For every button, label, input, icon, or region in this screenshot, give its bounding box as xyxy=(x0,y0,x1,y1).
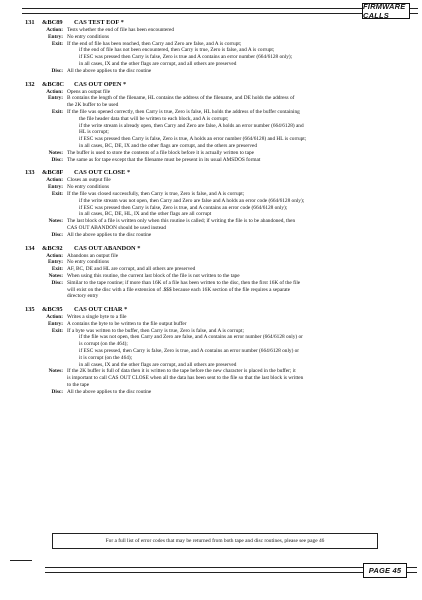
entry-disc-label: Disc: xyxy=(51,67,63,74)
entry-disc-text: All the above applies to the disc routine xyxy=(67,231,152,238)
entry-disc-label: Disc: xyxy=(51,156,63,163)
entry-number: 133 xyxy=(25,169,35,177)
entry-exit-text xyxy=(67,109,405,150)
firmware-entry xyxy=(25,305,405,396)
entry-routine-name: CAS TEST EOF * xyxy=(74,19,124,26)
entry-action-label: Action: xyxy=(46,27,63,33)
entry-address: &BC95 xyxy=(42,306,63,314)
entry-disc-line: directory entry xyxy=(67,293,99,300)
entry-entry-label: Entry: xyxy=(47,95,63,102)
entry-action-row xyxy=(25,177,405,184)
header-rule-bottom xyxy=(22,13,362,14)
entry-action-text: Writes a single byte to a file xyxy=(67,314,127,321)
firmware-entry xyxy=(25,18,405,75)
entry-number: 131 xyxy=(25,19,35,26)
entry-entry-row xyxy=(25,184,405,191)
entry-exit-line: if ESC was pressed, then Carry is false, Zero is true, and A contains an error number (664/6128 only) or xyxy=(79,348,300,355)
section-title-badge xyxy=(362,3,410,19)
entry-exit-text xyxy=(67,41,405,68)
entry-notes-row xyxy=(25,218,405,232)
entry-routine-name: CAS OUT OPEN * xyxy=(74,80,127,88)
entry-heading xyxy=(25,168,405,177)
entry-entry-label: Entry: xyxy=(47,259,63,266)
entry-exit-row xyxy=(25,41,405,68)
entry-exit-row xyxy=(25,109,405,150)
entry-disc-label: Disc: xyxy=(51,231,63,238)
entry-exit-line: in all cases, IX and the other flags are corrupt, and all others are preserved xyxy=(79,60,237,67)
firmware-entry xyxy=(25,168,405,238)
entry-entry-row xyxy=(25,259,405,266)
entry-entry-label: Entry: xyxy=(47,320,63,327)
entry-exit-row xyxy=(25,328,405,369)
entry-exit-line: if the write stream was not open, then Carry and Zero are false and A holds an error code (664/6128 only); xyxy=(79,197,305,204)
entry-notes-row xyxy=(25,368,405,388)
entry-address: &BC89 xyxy=(42,19,63,26)
entry-notes-row xyxy=(25,150,405,157)
entry-exit-line: if the end of file has not been encountered, then Carry is true, Zero is false, and A is corrupt; xyxy=(79,47,275,54)
entry-notes-line: to the tape xyxy=(67,382,90,389)
entry-action-row xyxy=(25,314,405,321)
entry-exit-line: if the file was not open, then Carry and Zero are false, and A contains an error number (664/6128 only) or xyxy=(79,334,303,341)
entry-address: &BC8F xyxy=(42,169,64,177)
footnote-box xyxy=(52,533,378,549)
entry-notes-label: Notes: xyxy=(48,149,63,156)
entry-notes-line: If the 2K buffer is full of data then it is written to the tape before the new character is placed in the buffer; it xyxy=(67,368,296,375)
entry-action-text: Closes an output file xyxy=(67,177,111,184)
entry-disc-row xyxy=(25,68,405,75)
entry-entry-row xyxy=(25,34,405,41)
firmware-entry xyxy=(25,80,405,164)
entry-disc-text: The same as for tape except that the filename must be present in its usual AMSDOS format xyxy=(67,156,261,163)
entry-disc-row xyxy=(25,157,405,164)
entry-entry-label: Entry: xyxy=(47,33,63,40)
footer-rule-left xyxy=(10,560,32,561)
header-rule-top xyxy=(22,8,362,9)
entry-notes-line: is important to call CAS OUT CLOSE when all the data has been sent to the file so that the last block is written xyxy=(67,375,304,382)
entry-number: 135 xyxy=(25,306,35,314)
entry-action-label: Action: xyxy=(46,88,63,95)
entry-entry-text: No entry conditions xyxy=(67,259,110,266)
entry-number: 134 xyxy=(25,244,35,252)
entry-notes-label: Notes: xyxy=(48,368,63,375)
entry-action-label: Action: xyxy=(46,252,63,259)
entry-exit-label: Exit: xyxy=(51,40,63,47)
entry-exit-line: If the file was closed successfully, then Carry is true, Zero is false, and A is corrupt; xyxy=(67,190,245,197)
entry-exit-label: Exit: xyxy=(51,190,63,197)
entry-exit-line: If the end of file has been reached, then Carry and Zero are false, and A is corrupt; xyxy=(67,40,242,47)
entry-disc-row xyxy=(25,389,405,396)
entry-exit-line: in all cases, BC, DE, IX and the other flags are corrupt, and the others are preserved xyxy=(79,142,257,149)
entry-entry-row xyxy=(25,321,405,328)
entry-notes-text xyxy=(67,218,405,232)
page-number: PAGE 45 xyxy=(368,566,402,575)
entry-routine-name: CAS OUT CHAR * xyxy=(74,306,128,314)
entry-exit-line: If the file was opened correctly, then Carry is true, Zero is false, HL holds the address of the buffer containing xyxy=(67,108,300,115)
entry-exit-line: if ESC was pressed then Carry is false, Zero is true and A contains an error number (664/6128 only); xyxy=(79,54,293,61)
entry-action-label: Action: xyxy=(46,177,63,184)
footer-rule-top xyxy=(45,567,363,568)
entry-exit-row xyxy=(25,266,405,273)
entry-entry-text xyxy=(67,95,405,109)
entry-exit-text: AF, BC, DE and HL are corrupt, and all others are preserved xyxy=(67,266,196,273)
entry-exit-line: the file header data that will be written to each block, and A is corrupt; xyxy=(79,115,229,122)
entry-entry-label: Entry: xyxy=(47,184,63,191)
entry-heading xyxy=(25,18,405,27)
entry-disc-label: Disc: xyxy=(51,388,63,395)
entry-entry-row xyxy=(25,95,405,109)
entry-exit-label: Exit: xyxy=(51,266,63,273)
entry-exit-line: in all cases, IX and the other flags are corrupt, and all others are preserved xyxy=(79,361,237,368)
entry-notes-label: Notes: xyxy=(48,218,63,225)
entry-entry-line: the 2K buffer to be used xyxy=(67,102,119,109)
entry-notes-row xyxy=(25,273,405,280)
entry-exit-line: if ESC was pressed then Carry is false, Zero is true, and A contains an error code (664/6128 only); xyxy=(79,204,288,211)
entry-exit-line: HL is corrupt; xyxy=(79,129,109,136)
page-number-badge xyxy=(363,563,407,578)
entry-notes-text: The buffer is used to store the contents of a file block before it is actually written to tape xyxy=(67,149,254,156)
entry-action-label: Action: xyxy=(46,314,63,321)
entry-action-row xyxy=(25,253,405,260)
entry-address: &BC8C xyxy=(42,80,65,88)
firmware-entries xyxy=(25,18,405,401)
entry-exit-line: in all cases, BC, DE, HL, IX and the other flags are all corrupt xyxy=(79,211,212,218)
entry-notes-text: When using this routine, the current last block of the file is not written to the tape xyxy=(67,272,240,279)
entry-address: &BC92 xyxy=(42,244,63,252)
entry-action-row xyxy=(25,27,405,34)
entry-action-text: Abandons an output file xyxy=(67,252,119,259)
entry-disc-text: All the above applies to the disc routine xyxy=(67,388,152,395)
entry-heading xyxy=(25,80,405,89)
entry-exit-row xyxy=(25,191,405,218)
entry-notes-label: Notes: xyxy=(48,272,63,279)
entry-notes-line: The last block of a file is written only when this routine is called; if writing the file is to be abandoned, then xyxy=(67,218,296,225)
entry-disc-line: Similar to the tape routine; if more than 16K of a file has been written to the disc, then the first 16K of the file xyxy=(67,279,301,286)
entry-disc-row xyxy=(25,232,405,239)
entry-entry-text: A contains the byte to be written to the file output buffer xyxy=(67,320,187,327)
entry-entry-line: B contains the length of the filename, HL contains the address of the filename, and DE holds the address of xyxy=(67,95,295,102)
entry-notes-line: CAS OUT ABANDON should be used instead xyxy=(67,224,167,231)
entry-number: 132 xyxy=(25,80,35,88)
entry-exit-line: if the write stream is already open, then Carry and Zero are false, A holds an error number (664/6128) and xyxy=(79,122,304,129)
entry-disc-text: All the above applies to the disc routine xyxy=(67,67,152,74)
footnote-text: For a full list of error codes that may be returned from both tape and disc routines, please see page 46 xyxy=(105,538,325,544)
entry-exit-line: is corrupt (on the 464); xyxy=(79,341,128,348)
entry-routine-name: CAS OUT ABANDON * xyxy=(74,244,141,252)
entry-disc-text xyxy=(67,280,405,300)
entry-disc-line: will exist on the disc with a file extension of .$$$ because each 16K section of the file requires a separate xyxy=(67,286,291,293)
entry-routine-name: CAS OUT CLOSE * xyxy=(74,169,131,177)
entry-action-text: Tests whether the end of file has been encountered xyxy=(67,27,174,33)
section-title: FIRMWARE CALLS xyxy=(363,2,406,20)
entry-heading xyxy=(25,244,405,253)
entry-exit-line: it is corrupt (on the 464); xyxy=(79,354,133,361)
firmware-entry xyxy=(25,244,405,301)
entry-disc-row xyxy=(25,280,405,300)
entry-notes-text xyxy=(67,368,405,388)
entry-exit-text xyxy=(67,328,405,369)
entry-action-text: Opens an output file xyxy=(67,88,111,95)
entry-exit-text xyxy=(67,191,405,218)
entry-entry-text: No entry conditions xyxy=(67,184,110,191)
entry-disc-label: Disc: xyxy=(51,279,63,286)
entry-heading xyxy=(25,305,405,314)
entry-exit-label: Exit: xyxy=(51,108,63,115)
entry-exit-line: If a byte was written to the buffer, then Carry is true, Zero is false, and A is corrupt; xyxy=(67,327,244,334)
entry-exit-line: if ESC was pressed then Carry is false, Zero is true, A holds an error number (664/6128) and HL is corrupt; xyxy=(79,136,307,143)
entry-entry-text: No entry conditions xyxy=(67,33,110,40)
entry-exit-label: Exit: xyxy=(51,327,63,334)
footer-rule-bottom xyxy=(45,572,363,573)
